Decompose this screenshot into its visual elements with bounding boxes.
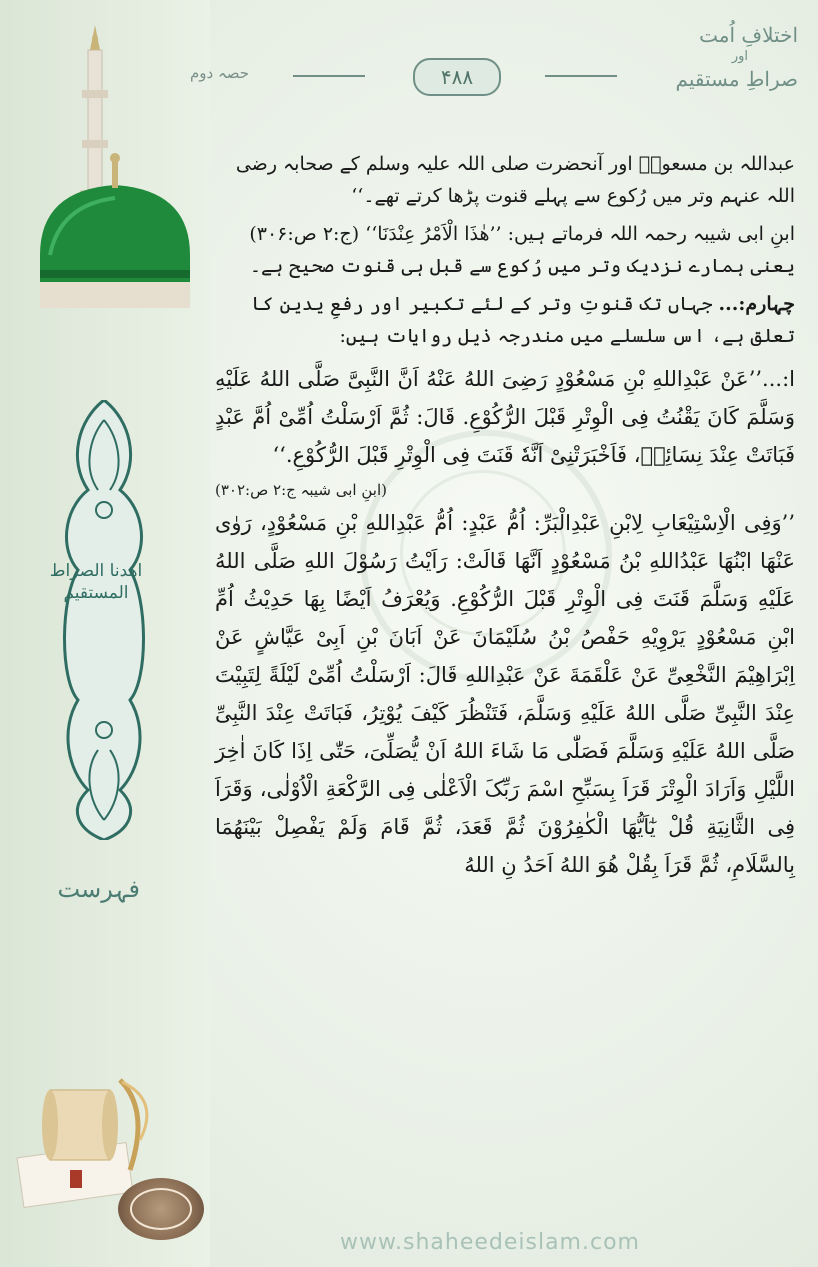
paragraph-2: ابنِ ابی شیبہ رحمہ اللہ فرماتے ہیں: ’’ھٰذَا الْاَمْرُ عِنْدَنَا‘‘ (ج:۲ ص:۳۰۶) یعنی ہمارے نزدیک وتر میں رُکوع سے قبل ہی قنوت صحیح ہے۔ (249, 223, 795, 277)
green-dome-mosque-icon (20, 20, 190, 320)
shaheed-e-islam-seal-logo (118, 1178, 204, 1240)
page-number: ۴۸۸ (413, 58, 501, 96)
paragraph-3-text: جہاں تک قنوتِ وتر کے لئے تکبیر اور رفعِ یدین کا تعلق ہے، اس سلسلے میں مندرجہ ذیل روایات ہیں: (251, 293, 795, 347)
side-panel-inscription (46, 560, 146, 604)
page-number-ornament (365, 58, 545, 94)
main-content (215, 148, 795, 884)
part-label: حصہ دوم (190, 64, 250, 82)
paragraph-3 (215, 288, 795, 352)
ornamental-side-panel-icon (60, 400, 148, 840)
side-panel-text-2: المستقیم (63, 583, 129, 603)
reference-1: (ابنِ ابی شیبہ ج:۲ ص:۳۰۲) (215, 481, 387, 499)
website-url-link[interactable]: www.shaheedeislam.com (340, 1230, 640, 1255)
book-title (658, 20, 798, 94)
arabic-quote-1: ا:...’’عَنْ عَبْدِاللهِ بْنِ مَسْعُوْدٍ رَضِیَ اللهُ عَنْهُ اَنَّ النَّبِیَّ صَلَّی اللهُ عَلَیْهِ وَسَلَّمَ کَانَ یَقْنُتُ فِی الْوِتْرِ قَبْلَ الرُّکُوْعِ. قَالَ: ثُمَّ اَرْسَلْتُ اُمِّیْ اُمَّ عَبْدٍ فَبَاتَتْ عِنْدَ نِسَائِهٖ، فَاَخْبَرَتْنِیْ اَنَّهٗ قَنَتَ فِی الْوِتْرِ قَبْلَ الرُّکُوْعِ.‘‘ (215, 367, 795, 467)
arabic-quote-2: ’’وَفِی الْاِسْتِیْعَابِ لِابْنِ عَبْدِالْبَرِّ: اُمُّ عَبْدٍ: اُمُّ عَبْدِاللهِ بْنِ مَسْعُوْدٍ، رَوٰی عَنْهَا ابْنُهَا عَبْدُاللهِ بْنُ مَسْعُوْدٍ اَنَّهَا قَالَتْ: رَاَیْتُ رَسُوْلَ اللهِ صَلَّی اللهُ عَلَیْهِ وَسَلَّمَ قَنَتَ فِی الْوِتْرِ قَبْلَ الرُّکُوْعِ. وَیُعْرَفُ اَیْضًا بِهَا حَدِیْثُ اُمِّ ابْنِ مَسْعُوْدٍ یَرْوِیْهِ حَفْصُ بْنُ سُلَیْمَانَ عَنْ اَبَانَ بْنِ اَبِیْ عَیَّاشٍ عَنْ اِبْرَاهِیْمَ النَّخْعِیِّ عَنْ عَلْقَمَةَ عَنْ عَبْدِاللهِ قَالَ: اَرْسَلْتُ اُمِّیْ لَیْلَةً لِتَبِیْتَ عِنْدَ النَّبِیِّ صَلَّی اللهُ عَلَیْهِ وَسَلَّمَ، فَتَنْظُرَ کَیْفَ یُوْتِرُ، فَبَاتَتْ عِنْدَ النَّبِیِّ صَلَّی اللهُ عَلَیْهِ وَسَلَّمَ فَصَلّٰی مَا شَاءَ اللهُ اَنْ یُّصَلِّیَ، حَتّٰی اِذَا کَانَ اٰخِرَ اللَّیْلِ وَاَرَادَ الْوِتْرَ قَرَاَ بِسَبِّحِ اسْمَ رَبِّکَ الْاَعْلٰی فِی الرَّکْعَةِ الْاُوْلٰی، وَقَرَاَ فِی الثَّانِیَةِ قُلْ یٰٓاَیُّهَا الْکٰفِرُوْنَ ثُمَّ قَعَدَ، ثُمَّ قَامَ وَلَمْ یَفْصِلْ بَیْنَهُمَا بِالسَّلَامِ، ثُمَّ قَرَاَ بِقُلْ هُوَ اللهُ اَحَدُ نِ اللهُ (215, 511, 795, 877)
ornament-line-right (545, 75, 617, 77)
paragraph-1: عبداللہ بن مسعودؓ اور آنحضرت صلی اللہ علیہ وسلم کے صحابہ رضی اللہ عنہم وتر میں رُکوع سے پہلے قنوت پڑھا کرتے تھے۔‘‘ (235, 153, 795, 207)
book-title-line-3: صراطِ مستقیم (675, 67, 798, 91)
side-panel-text-1: اھدنا الصراط (49, 561, 143, 581)
book-title-line-2: اور (731, 49, 748, 64)
book-title-line-1: اختلافِ اُمت (699, 23, 798, 47)
ornament-line-left (293, 75, 365, 77)
index-link[interactable]: فہرست (57, 875, 140, 903)
section-label: چہارم:... (718, 293, 795, 315)
